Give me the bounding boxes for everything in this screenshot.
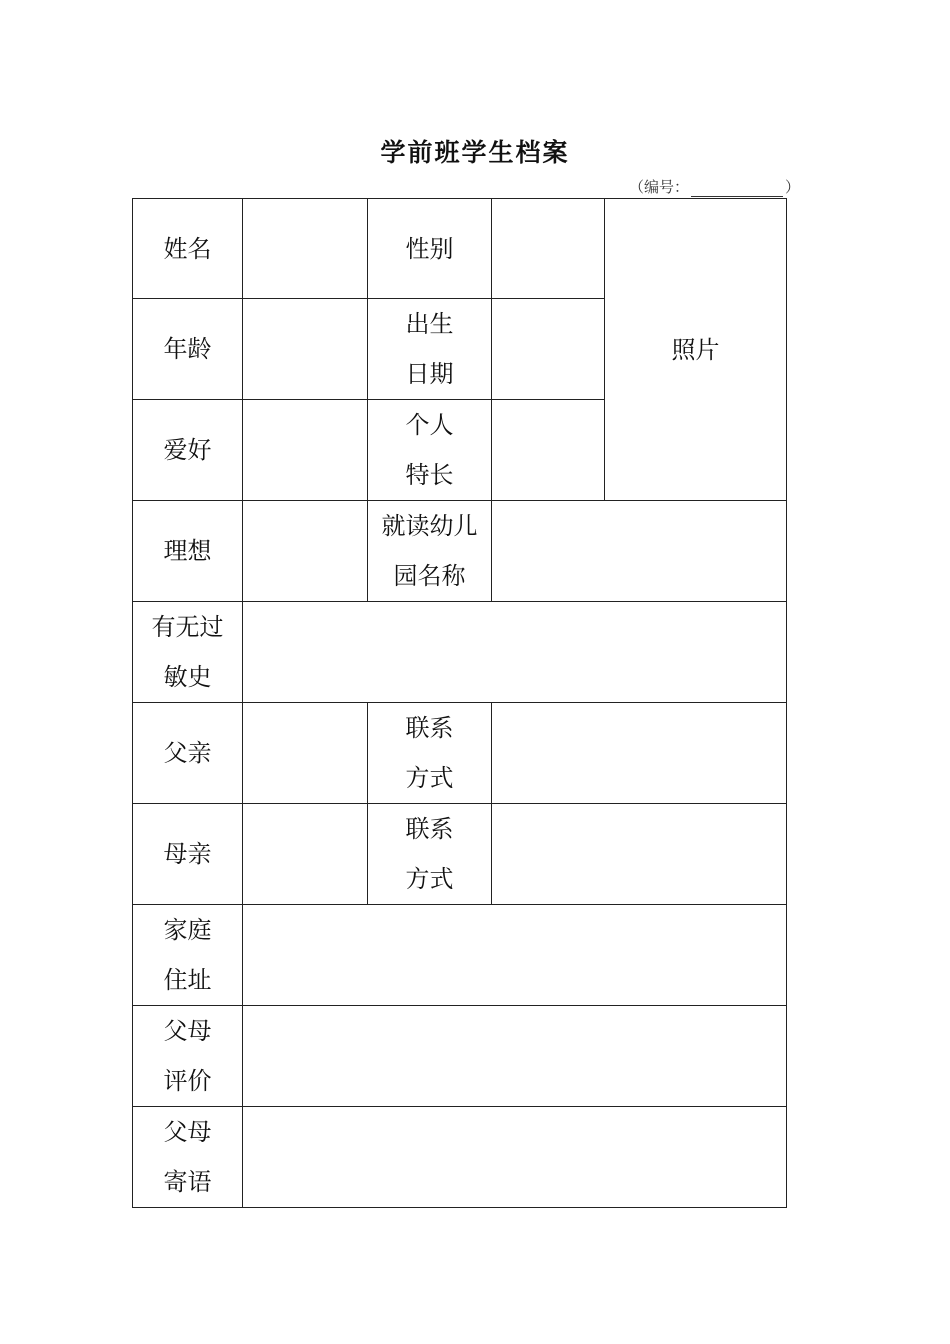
age-label: 年龄 — [133, 299, 243, 400]
parent-eval-field[interactable] — [243, 1006, 787, 1107]
record-number-prefix: （编号： — [628, 178, 689, 196]
student-record-table — [132, 198, 787, 1208]
record-number — [629, 176, 800, 197]
table-row — [133, 602, 787, 703]
gender-label: 性别 — [368, 199, 492, 299]
table-row — [133, 905, 787, 1006]
mother-field[interactable] — [243, 804, 368, 905]
table-row — [133, 199, 787, 299]
birth-date-label: 出生 日期 — [368, 299, 492, 400]
kindergarten-label: 就读幼儿 园名称 — [368, 501, 492, 602]
kindergarten-field[interactable] — [492, 501, 787, 602]
parent-message-field[interactable] — [243, 1107, 787, 1208]
gender-field[interactable] — [492, 199, 605, 299]
ideal-label: 理想 — [133, 501, 243, 602]
specialty-label: 个人 特长 — [368, 400, 492, 501]
photo-cell[interactable]: 照片 — [605, 199, 787, 501]
mother-label: 母亲 — [133, 804, 243, 905]
birth-date-field[interactable] — [492, 299, 605, 400]
hobby-label: 爱好 — [133, 400, 243, 501]
mother-contact-label: 联系 方式 — [368, 804, 492, 905]
table-row — [133, 501, 787, 602]
table-row — [133, 1107, 787, 1208]
parent-eval-label: 父母 评价 — [133, 1006, 243, 1107]
father-field[interactable] — [243, 703, 368, 804]
table-row — [133, 1006, 787, 1107]
page-title: 学前班学生档案 — [380, 138, 570, 167]
name-label: 姓名 — [133, 199, 243, 299]
name-field[interactable] — [243, 199, 368, 299]
record-number-blank[interactable] — [691, 182, 783, 197]
table-row — [133, 703, 787, 804]
allergy-field[interactable] — [243, 602, 787, 703]
hobby-field[interactable] — [243, 400, 368, 501]
mother-contact-field[interactable] — [492, 804, 787, 905]
ideal-field[interactable] — [243, 501, 368, 602]
father-contact-label: 联系 方式 — [368, 703, 492, 804]
table-row — [133, 804, 787, 905]
father-contact-field[interactable] — [492, 703, 787, 804]
father-label: 父亲 — [133, 703, 243, 804]
record-number-suffix: ） — [784, 178, 800, 196]
address-label: 家庭 住址 — [133, 905, 243, 1006]
allergy-label: 有无过 敏史 — [133, 602, 243, 703]
age-field[interactable] — [243, 299, 368, 400]
parent-message-label: 父母 寄语 — [133, 1107, 243, 1208]
specialty-field[interactable] — [492, 400, 605, 501]
address-field[interactable] — [243, 905, 787, 1006]
